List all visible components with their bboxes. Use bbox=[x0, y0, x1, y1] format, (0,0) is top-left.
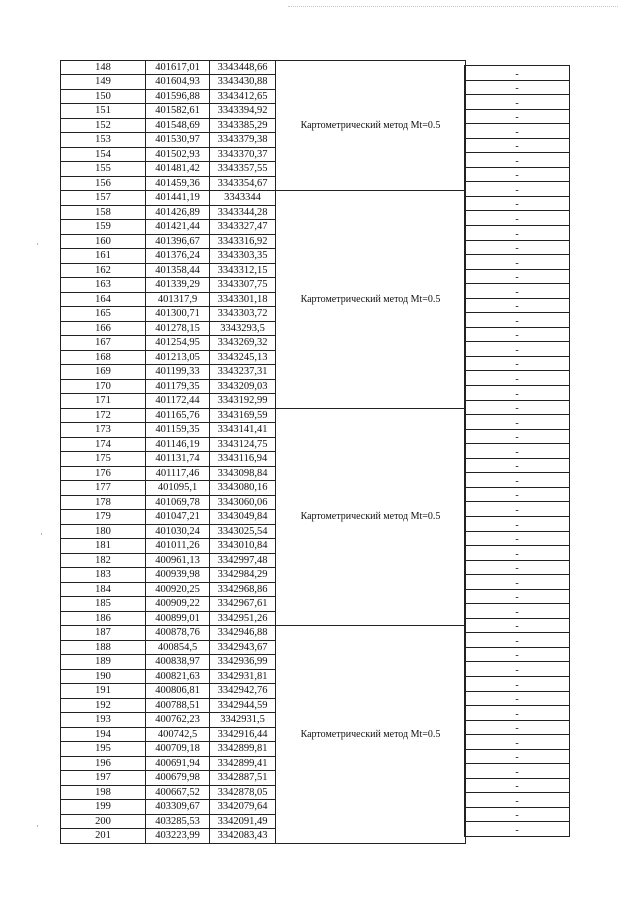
dash-cell: - bbox=[465, 269, 570, 284]
x-coordinate-cell: 401582,61 bbox=[146, 104, 210, 119]
dash-cell: - bbox=[465, 226, 570, 241]
dash-row bbox=[465, 691, 570, 706]
x-coordinate-cell: 400838,97 bbox=[146, 655, 210, 670]
point-number-cell: 150 bbox=[61, 89, 146, 104]
point-number-cell: 182 bbox=[61, 553, 146, 568]
x-coordinate-cell: 401317,9 bbox=[146, 292, 210, 307]
dash-row bbox=[465, 284, 570, 299]
dash-cell: - bbox=[465, 124, 570, 139]
y-coordinate-cell: 3343370,37 bbox=[210, 147, 276, 162]
dash-row bbox=[465, 560, 570, 575]
dash-column-body bbox=[465, 66, 570, 837]
coordinates-table bbox=[60, 60, 466, 844]
x-coordinate-cell: 400939,98 bbox=[146, 568, 210, 583]
dash-row bbox=[465, 138, 570, 153]
y-coordinate-cell: 3343344 bbox=[210, 191, 276, 206]
point-number-cell: 164 bbox=[61, 292, 146, 307]
point-number-cell: 198 bbox=[61, 785, 146, 800]
y-coordinate-cell: 3343293,5 bbox=[210, 321, 276, 336]
dash-cell: - bbox=[465, 95, 570, 110]
x-coordinate-cell: 401069,78 bbox=[146, 495, 210, 510]
dash-row bbox=[465, 589, 570, 604]
coordinates-sheet bbox=[60, 60, 570, 851]
dash-cell: - bbox=[465, 66, 570, 81]
x-coordinate-cell: 400920,25 bbox=[146, 582, 210, 597]
dash-cell: - bbox=[465, 516, 570, 531]
y-coordinate-cell: 3343141,41 bbox=[210, 423, 276, 438]
x-coordinate-cell: 400762,23 bbox=[146, 713, 210, 728]
y-coordinate-cell: 3342946,88 bbox=[210, 626, 276, 641]
dash-row bbox=[465, 807, 570, 822]
table-row bbox=[61, 626, 466, 641]
x-coordinate-cell: 401131,74 bbox=[146, 452, 210, 467]
dash-cell: - bbox=[465, 793, 570, 808]
x-coordinate-cell: 403285,53 bbox=[146, 814, 210, 829]
y-coordinate-cell: 3343316,92 bbox=[210, 234, 276, 249]
point-number-cell: 166 bbox=[61, 321, 146, 336]
y-coordinate-cell: 3343303,72 bbox=[210, 307, 276, 322]
x-coordinate-cell: 401617,01 bbox=[146, 61, 210, 75]
x-coordinate-cell: 400854,5 bbox=[146, 640, 210, 655]
x-coordinate-cell: 401604,93 bbox=[146, 75, 210, 90]
x-coordinate-cell: 400821,63 bbox=[146, 669, 210, 684]
y-coordinate-cell: 3342079,64 bbox=[210, 800, 276, 815]
y-coordinate-cell: 3343307,75 bbox=[210, 278, 276, 293]
dash-cell: - bbox=[465, 196, 570, 211]
x-coordinate-cell: 401179,35 bbox=[146, 379, 210, 394]
y-coordinate-cell: 3343327,47 bbox=[210, 220, 276, 235]
dash-row bbox=[465, 444, 570, 459]
method-cell: Картометрический метод Mt=0.5 bbox=[276, 626, 466, 844]
y-coordinate-cell: 3342967,61 bbox=[210, 597, 276, 612]
point-number-cell: 201 bbox=[61, 829, 146, 844]
dash-cell: - bbox=[465, 764, 570, 779]
dash-row bbox=[465, 647, 570, 662]
point-number-cell: 180 bbox=[61, 524, 146, 539]
dash-cell: - bbox=[465, 487, 570, 502]
x-coordinate-cell: 400667,52 bbox=[146, 785, 210, 800]
dash-row bbox=[465, 327, 570, 342]
dash-cell: - bbox=[465, 327, 570, 342]
y-coordinate-cell: 3343303,35 bbox=[210, 249, 276, 264]
dash-cell: - bbox=[465, 676, 570, 691]
dash-row bbox=[465, 269, 570, 284]
y-coordinate-cell: 3343098,84 bbox=[210, 466, 276, 481]
dash-cell: - bbox=[465, 371, 570, 386]
y-coordinate-cell: 3342997,48 bbox=[210, 553, 276, 568]
dash-cell: - bbox=[465, 109, 570, 124]
y-coordinate-cell: 3342899,81 bbox=[210, 742, 276, 757]
dash-row bbox=[465, 80, 570, 95]
dash-row bbox=[465, 196, 570, 211]
dash-row bbox=[465, 182, 570, 197]
y-coordinate-cell: 3343245,13 bbox=[210, 350, 276, 365]
point-number-cell: 173 bbox=[61, 423, 146, 438]
dash-row bbox=[465, 575, 570, 590]
y-coordinate-cell: 3343394,92 bbox=[210, 104, 276, 119]
x-coordinate-cell: 401548,69 bbox=[146, 118, 210, 133]
y-coordinate-cell: 3343025,54 bbox=[210, 524, 276, 539]
point-number-cell: 155 bbox=[61, 162, 146, 177]
point-number-cell: 161 bbox=[61, 249, 146, 264]
y-coordinate-cell: 3343192,99 bbox=[210, 394, 276, 409]
dash-cell: - bbox=[465, 138, 570, 153]
y-coordinate-cell: 3343080,16 bbox=[210, 481, 276, 496]
x-coordinate-cell: 401300,71 bbox=[146, 307, 210, 322]
dash-row bbox=[465, 400, 570, 415]
dash-row bbox=[465, 240, 570, 255]
point-number-cell: 194 bbox=[61, 727, 146, 742]
point-number-cell: 174 bbox=[61, 437, 146, 452]
x-coordinate-cell: 400788,51 bbox=[146, 698, 210, 713]
x-coordinate-cell: 401047,21 bbox=[146, 510, 210, 525]
dash-row bbox=[465, 124, 570, 139]
dash-cell: - bbox=[465, 589, 570, 604]
dash-row bbox=[465, 473, 570, 488]
dash-row bbox=[465, 211, 570, 226]
x-coordinate-cell: 401441,19 bbox=[146, 191, 210, 206]
dash-row bbox=[465, 793, 570, 808]
scan-top-line bbox=[288, 6, 618, 7]
y-coordinate-cell: 3343301,18 bbox=[210, 292, 276, 307]
y-coordinate-cell: 3342887,51 bbox=[210, 771, 276, 786]
y-coordinate-cell: 3343116,94 bbox=[210, 452, 276, 467]
y-coordinate-cell: 3342091,49 bbox=[210, 814, 276, 829]
dash-row bbox=[465, 429, 570, 444]
dash-row bbox=[465, 95, 570, 110]
dash-cell: - bbox=[465, 531, 570, 546]
x-coordinate-cell: 400679,98 bbox=[146, 771, 210, 786]
point-number-cell: 176 bbox=[61, 466, 146, 481]
y-coordinate-cell: 3343169,59 bbox=[210, 408, 276, 423]
dash-row bbox=[465, 764, 570, 779]
dash-cell: - bbox=[465, 778, 570, 793]
point-number-cell: 171 bbox=[61, 394, 146, 409]
x-coordinate-cell: 401199,33 bbox=[146, 365, 210, 380]
dash-cell: - bbox=[465, 255, 570, 270]
dash-row bbox=[465, 502, 570, 517]
x-coordinate-cell: 400742,5 bbox=[146, 727, 210, 742]
dash-cell: - bbox=[465, 415, 570, 430]
dash-row bbox=[465, 371, 570, 386]
y-coordinate-cell: 3342931,81 bbox=[210, 669, 276, 684]
x-coordinate-cell: 401095,1 bbox=[146, 481, 210, 496]
point-number-cell: 148 bbox=[61, 61, 146, 75]
y-coordinate-cell: 3342944,59 bbox=[210, 698, 276, 713]
dash-row bbox=[465, 458, 570, 473]
point-number-cell: 196 bbox=[61, 756, 146, 771]
point-number-cell: 178 bbox=[61, 495, 146, 510]
y-coordinate-cell: 3343209,03 bbox=[210, 379, 276, 394]
x-coordinate-cell: 400899,01 bbox=[146, 611, 210, 626]
dash-cell: - bbox=[465, 444, 570, 459]
point-number-cell: 165 bbox=[61, 307, 146, 322]
y-coordinate-cell: 3343124,75 bbox=[210, 437, 276, 452]
y-coordinate-cell: 3342083,43 bbox=[210, 829, 276, 844]
dash-cell: - bbox=[465, 575, 570, 590]
y-coordinate-cell: 3342878,05 bbox=[210, 785, 276, 800]
y-coordinate-cell: 3343269,32 bbox=[210, 336, 276, 351]
x-coordinate-cell: 401172,44 bbox=[146, 394, 210, 409]
y-coordinate-cell: 3342968,86 bbox=[210, 582, 276, 597]
y-coordinate-cell: 3342931,5 bbox=[210, 713, 276, 728]
y-coordinate-cell: 3342899,41 bbox=[210, 756, 276, 771]
x-coordinate-cell: 400806,81 bbox=[146, 684, 210, 699]
y-coordinate-cell: 3343385,29 bbox=[210, 118, 276, 133]
dash-row bbox=[465, 822, 570, 837]
point-number-cell: 177 bbox=[61, 481, 146, 496]
x-coordinate-cell: 401421,44 bbox=[146, 220, 210, 235]
x-coordinate-cell: 401502,93 bbox=[146, 147, 210, 162]
point-number-cell: 154 bbox=[61, 147, 146, 162]
dash-cell: - bbox=[465, 342, 570, 357]
dash-cell: - bbox=[465, 458, 570, 473]
point-number-cell: 153 bbox=[61, 133, 146, 148]
dash-cell: - bbox=[465, 356, 570, 371]
dash-cell: - bbox=[465, 167, 570, 182]
coordinates-table-body bbox=[61, 61, 466, 844]
x-coordinate-cell: 401358,44 bbox=[146, 263, 210, 278]
method-cell: Картометрический метод Mt=0.5 bbox=[276, 191, 466, 409]
dash-cell: - bbox=[465, 211, 570, 226]
point-number-cell: 162 bbox=[61, 263, 146, 278]
x-coordinate-cell: 401530,97 bbox=[146, 133, 210, 148]
point-number-cell: 152 bbox=[61, 118, 146, 133]
dash-cell: - bbox=[465, 546, 570, 561]
x-coordinate-cell: 401481,42 bbox=[146, 162, 210, 177]
point-number-cell: 195 bbox=[61, 742, 146, 757]
x-coordinate-cell: 401459,36 bbox=[146, 176, 210, 191]
dash-cell: - bbox=[465, 473, 570, 488]
dash-column-table bbox=[464, 65, 570, 837]
x-coordinate-cell: 401159,35 bbox=[146, 423, 210, 438]
x-coordinate-cell: 401146,19 bbox=[146, 437, 210, 452]
y-coordinate-cell: 3343354,67 bbox=[210, 176, 276, 191]
x-coordinate-cell: 401213,05 bbox=[146, 350, 210, 365]
dash-row bbox=[465, 735, 570, 750]
point-number-cell: 156 bbox=[61, 176, 146, 191]
point-number-cell: 170 bbox=[61, 379, 146, 394]
x-coordinate-cell: 401376,24 bbox=[146, 249, 210, 264]
x-coordinate-cell: 400709,18 bbox=[146, 742, 210, 757]
scan-mark: · bbox=[40, 529, 43, 539]
point-number-cell: 200 bbox=[61, 814, 146, 829]
point-number-cell: 175 bbox=[61, 452, 146, 467]
dash-cell: - bbox=[465, 662, 570, 677]
x-coordinate-cell: 403223,99 bbox=[146, 829, 210, 844]
point-number-cell: 181 bbox=[61, 539, 146, 554]
point-number-cell: 188 bbox=[61, 640, 146, 655]
y-coordinate-cell: 3343312,15 bbox=[210, 263, 276, 278]
dash-row bbox=[465, 487, 570, 502]
y-coordinate-cell: 3343430,88 bbox=[210, 75, 276, 90]
y-coordinate-cell: 3343060,06 bbox=[210, 495, 276, 510]
point-number-cell: 151 bbox=[61, 104, 146, 119]
x-coordinate-cell: 401117,46 bbox=[146, 466, 210, 481]
point-number-cell: 163 bbox=[61, 278, 146, 293]
x-coordinate-cell: 401278,15 bbox=[146, 321, 210, 336]
x-coordinate-cell: 400691,94 bbox=[146, 756, 210, 771]
dash-row bbox=[465, 604, 570, 619]
point-number-cell: 179 bbox=[61, 510, 146, 525]
x-coordinate-cell: 400878,76 bbox=[146, 626, 210, 641]
y-coordinate-cell: 3343379,38 bbox=[210, 133, 276, 148]
point-number-cell: 160 bbox=[61, 234, 146, 249]
x-coordinate-cell: 401596,88 bbox=[146, 89, 210, 104]
method-cell: Картометрический метод Mt=0.5 bbox=[276, 408, 466, 626]
table-row bbox=[61, 191, 466, 206]
dash-cell: - bbox=[465, 633, 570, 648]
dash-cell: - bbox=[465, 298, 570, 313]
point-number-cell: 193 bbox=[61, 713, 146, 728]
y-coordinate-cell: 3343448,66 bbox=[210, 61, 276, 75]
dash-cell: - bbox=[465, 706, 570, 721]
point-number-cell: 191 bbox=[61, 684, 146, 699]
y-coordinate-cell: 3342984,29 bbox=[210, 568, 276, 583]
point-number-cell: 199 bbox=[61, 800, 146, 815]
dash-cell: - bbox=[465, 691, 570, 706]
point-number-cell: 157 bbox=[61, 191, 146, 206]
point-number-cell: 168 bbox=[61, 350, 146, 365]
y-coordinate-cell: 3342936,99 bbox=[210, 655, 276, 670]
y-coordinate-cell: 3342943,67 bbox=[210, 640, 276, 655]
dash-cell: - bbox=[465, 604, 570, 619]
point-number-cell: 169 bbox=[61, 365, 146, 380]
dash-row bbox=[465, 749, 570, 764]
y-coordinate-cell: 3342942,76 bbox=[210, 684, 276, 699]
dash-row bbox=[465, 546, 570, 561]
dash-row bbox=[465, 618, 570, 633]
y-coordinate-cell: 3343412,65 bbox=[210, 89, 276, 104]
dash-cell: - bbox=[465, 240, 570, 255]
method-cell: Картометрический метод Mt=0.5 bbox=[276, 61, 466, 191]
dash-cell: - bbox=[465, 429, 570, 444]
y-coordinate-cell: 3343357,55 bbox=[210, 162, 276, 177]
dash-cell: - bbox=[465, 153, 570, 168]
x-coordinate-cell: 401396,67 bbox=[146, 234, 210, 249]
y-coordinate-cell: 3343237,31 bbox=[210, 365, 276, 380]
y-coordinate-cell: 3343344,28 bbox=[210, 205, 276, 220]
x-coordinate-cell: 401165,76 bbox=[146, 408, 210, 423]
point-number-cell: 189 bbox=[61, 655, 146, 670]
point-number-cell: 183 bbox=[61, 568, 146, 583]
dash-row bbox=[465, 226, 570, 241]
dash-row bbox=[465, 531, 570, 546]
table-row bbox=[61, 408, 466, 423]
dash-cell: - bbox=[465, 647, 570, 662]
x-coordinate-cell: 401011,26 bbox=[146, 539, 210, 554]
dash-cell: - bbox=[465, 284, 570, 299]
point-number-cell: 158 bbox=[61, 205, 146, 220]
point-number-cell: 149 bbox=[61, 75, 146, 90]
y-coordinate-cell: 3343049,84 bbox=[210, 510, 276, 525]
dash-cell: - bbox=[465, 618, 570, 633]
y-coordinate-cell: 3343010,84 bbox=[210, 539, 276, 554]
point-number-cell: 184 bbox=[61, 582, 146, 597]
dash-row bbox=[465, 415, 570, 430]
point-number-cell: 197 bbox=[61, 771, 146, 786]
dash-row bbox=[465, 66, 570, 81]
dash-cell: - bbox=[465, 386, 570, 401]
dash-cell: - bbox=[465, 182, 570, 197]
dash-row bbox=[465, 342, 570, 357]
scan-mark: · bbox=[36, 821, 39, 831]
dash-row bbox=[465, 516, 570, 531]
x-coordinate-cell: 401426,89 bbox=[146, 205, 210, 220]
dash-row bbox=[465, 633, 570, 648]
x-coordinate-cell: 401339,29 bbox=[146, 278, 210, 293]
dash-cell: - bbox=[465, 749, 570, 764]
dash-row bbox=[465, 255, 570, 270]
dash-cell: - bbox=[465, 502, 570, 517]
dash-row bbox=[465, 356, 570, 371]
scan-mark: · bbox=[36, 239, 39, 249]
dash-row bbox=[465, 720, 570, 735]
dash-cell: - bbox=[465, 400, 570, 415]
dash-row bbox=[465, 676, 570, 691]
dash-cell: - bbox=[465, 735, 570, 750]
x-coordinate-cell: 400909,22 bbox=[146, 597, 210, 612]
y-coordinate-cell: 3342916,44 bbox=[210, 727, 276, 742]
y-coordinate-cell: 3342951,26 bbox=[210, 611, 276, 626]
dash-cell: - bbox=[465, 80, 570, 95]
dash-row bbox=[465, 706, 570, 721]
point-number-cell: 185 bbox=[61, 597, 146, 612]
dash-cell: - bbox=[465, 560, 570, 575]
dash-row bbox=[465, 662, 570, 677]
dash-row bbox=[465, 298, 570, 313]
point-number-cell: 167 bbox=[61, 336, 146, 351]
point-number-cell: 192 bbox=[61, 698, 146, 713]
x-coordinate-cell: 401254,95 bbox=[146, 336, 210, 351]
x-coordinate-cell: 403309,67 bbox=[146, 800, 210, 815]
dash-cell: - bbox=[465, 720, 570, 735]
point-number-cell: 172 bbox=[61, 408, 146, 423]
table-row bbox=[61, 61, 466, 75]
dash-row bbox=[465, 153, 570, 168]
x-coordinate-cell: 401030,24 bbox=[146, 524, 210, 539]
point-number-cell: 190 bbox=[61, 669, 146, 684]
dash-cell: - bbox=[465, 822, 570, 837]
dash-row bbox=[465, 386, 570, 401]
point-number-cell: 159 bbox=[61, 220, 146, 235]
dash-cell: - bbox=[465, 807, 570, 822]
point-number-cell: 186 bbox=[61, 611, 146, 626]
dash-row bbox=[465, 167, 570, 182]
dash-row bbox=[465, 313, 570, 328]
dash-row bbox=[465, 109, 570, 124]
x-coordinate-cell: 400961,13 bbox=[146, 553, 210, 568]
dash-row bbox=[465, 778, 570, 793]
dash-cell: - bbox=[465, 313, 570, 328]
point-number-cell: 187 bbox=[61, 626, 146, 641]
